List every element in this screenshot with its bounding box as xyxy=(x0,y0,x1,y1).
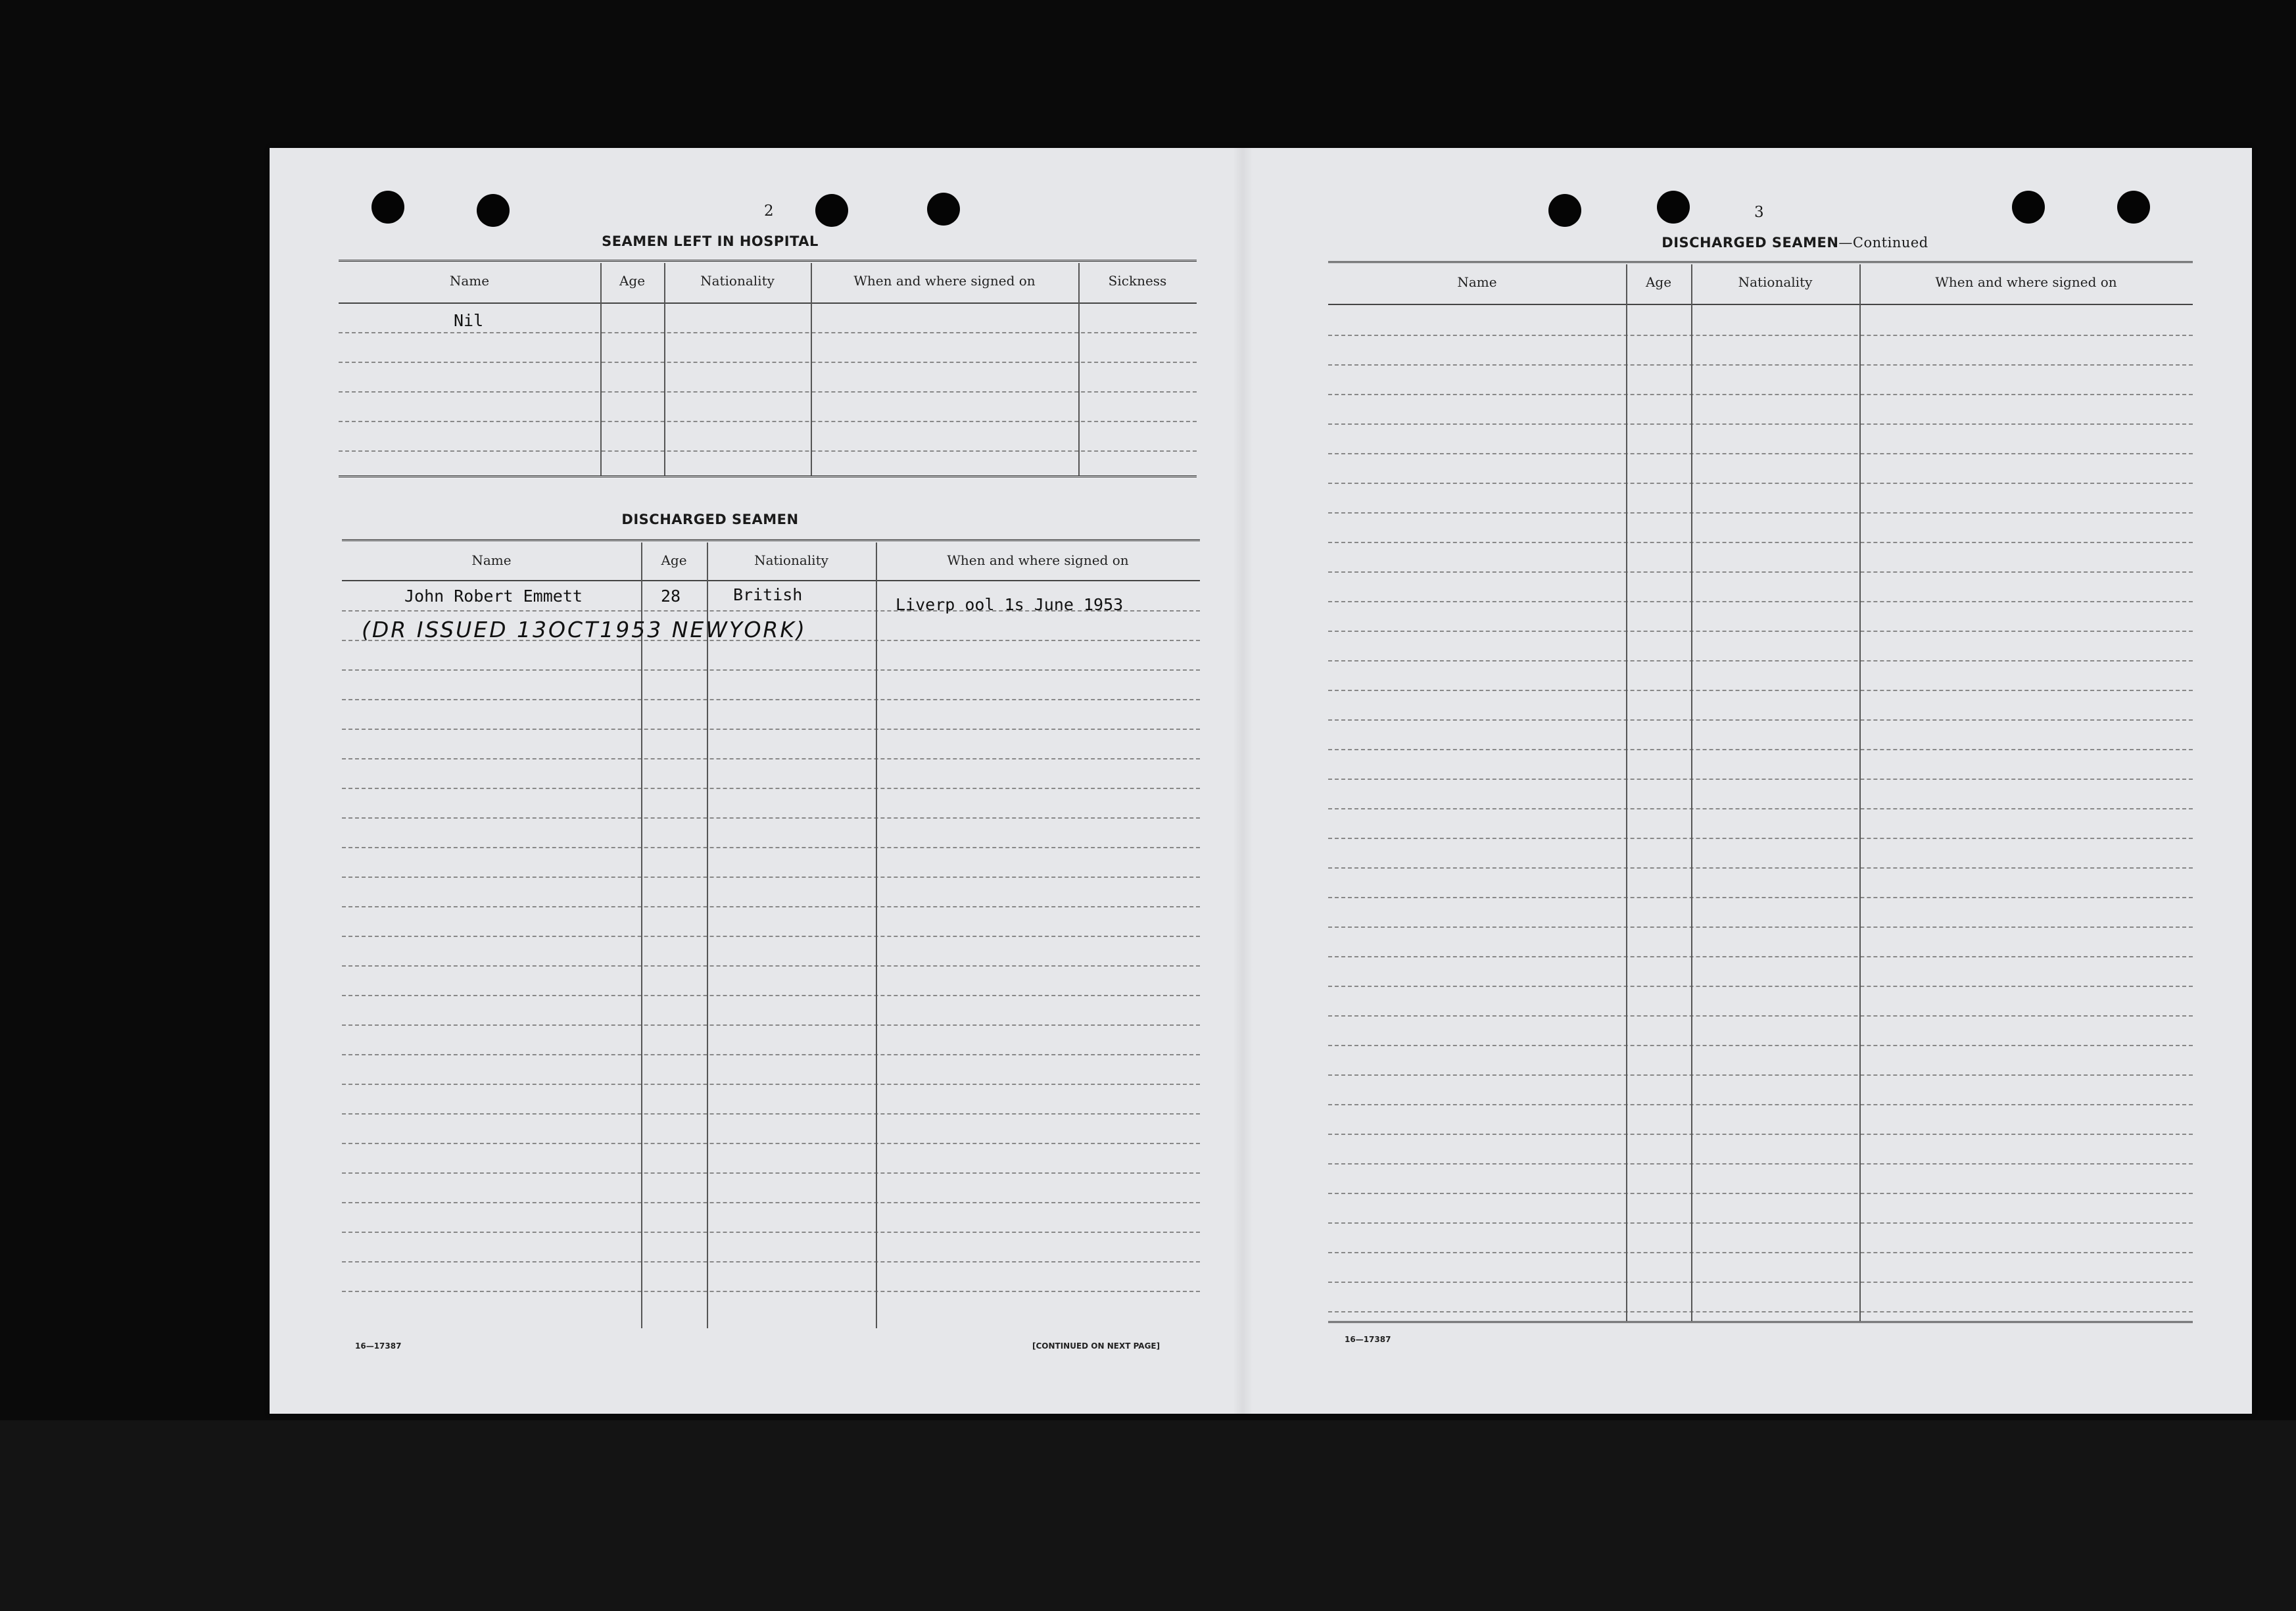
punch-hole xyxy=(1548,194,1581,227)
column-header-age: Age xyxy=(661,552,687,568)
punch-hole xyxy=(927,193,960,226)
column-header-name: Name xyxy=(471,552,512,568)
punch-hole xyxy=(2117,191,2150,224)
punch-hole xyxy=(2012,191,2045,224)
column-header-signed-on: When and where signed on xyxy=(1935,274,2117,290)
column-header-nationality: Nationality xyxy=(700,273,775,289)
punch-hole xyxy=(815,194,848,227)
column-header-name: Name xyxy=(449,273,490,289)
discharged-continued-table xyxy=(1328,261,2193,1392)
discharged-table xyxy=(342,539,1200,1374)
document-sheet xyxy=(270,148,2252,1414)
column-header-name: Name xyxy=(1457,274,1497,290)
column-header-age: Age xyxy=(619,273,646,289)
seaman-nationality: British xyxy=(733,585,803,604)
column-header-signed-on: When and where signed on xyxy=(947,552,1129,568)
punch-hole xyxy=(1657,191,1690,224)
column-header-nationality: Nationality xyxy=(1738,274,1813,290)
page-number: 2 xyxy=(764,203,774,220)
continued-note: [CONTINUED ON NEXT PAGE] xyxy=(1032,1341,1160,1351)
discharged-continued-title: DISCHARGED SEAMEN—Continued xyxy=(1662,235,1928,251)
hospital-entry: Nil xyxy=(454,311,484,330)
handwritten-discharge-note: (DR ISSUED 13OCT1953 NEWYORK) xyxy=(362,617,807,642)
hospital-section-title: SEAMEN LEFT IN HOSPITAL xyxy=(602,233,819,249)
punch-hole xyxy=(371,191,404,224)
page-number: 3 xyxy=(1754,204,1764,221)
seaman-signed-on: Liverp ool 1s June 1953 xyxy=(896,595,1124,614)
form-number: 16—17387 xyxy=(355,1341,402,1351)
center-fold xyxy=(1233,148,1253,1414)
punch-hole xyxy=(477,194,510,227)
seaman-name: John Robert Emmett xyxy=(404,587,583,606)
column-header-sickness: Sickness xyxy=(1108,273,1167,289)
column-header-nationality: Nationality xyxy=(754,552,828,568)
scanner-background xyxy=(0,1420,2296,1611)
form-number: 16—17387 xyxy=(1345,1335,1391,1344)
column-header-signed-on: When and where signed on xyxy=(853,273,1036,289)
discharged-section-title: DISCHARGED SEAMEN xyxy=(621,512,799,527)
seaman-age: 28 xyxy=(661,587,681,606)
column-header-age: Age xyxy=(1645,274,1672,290)
